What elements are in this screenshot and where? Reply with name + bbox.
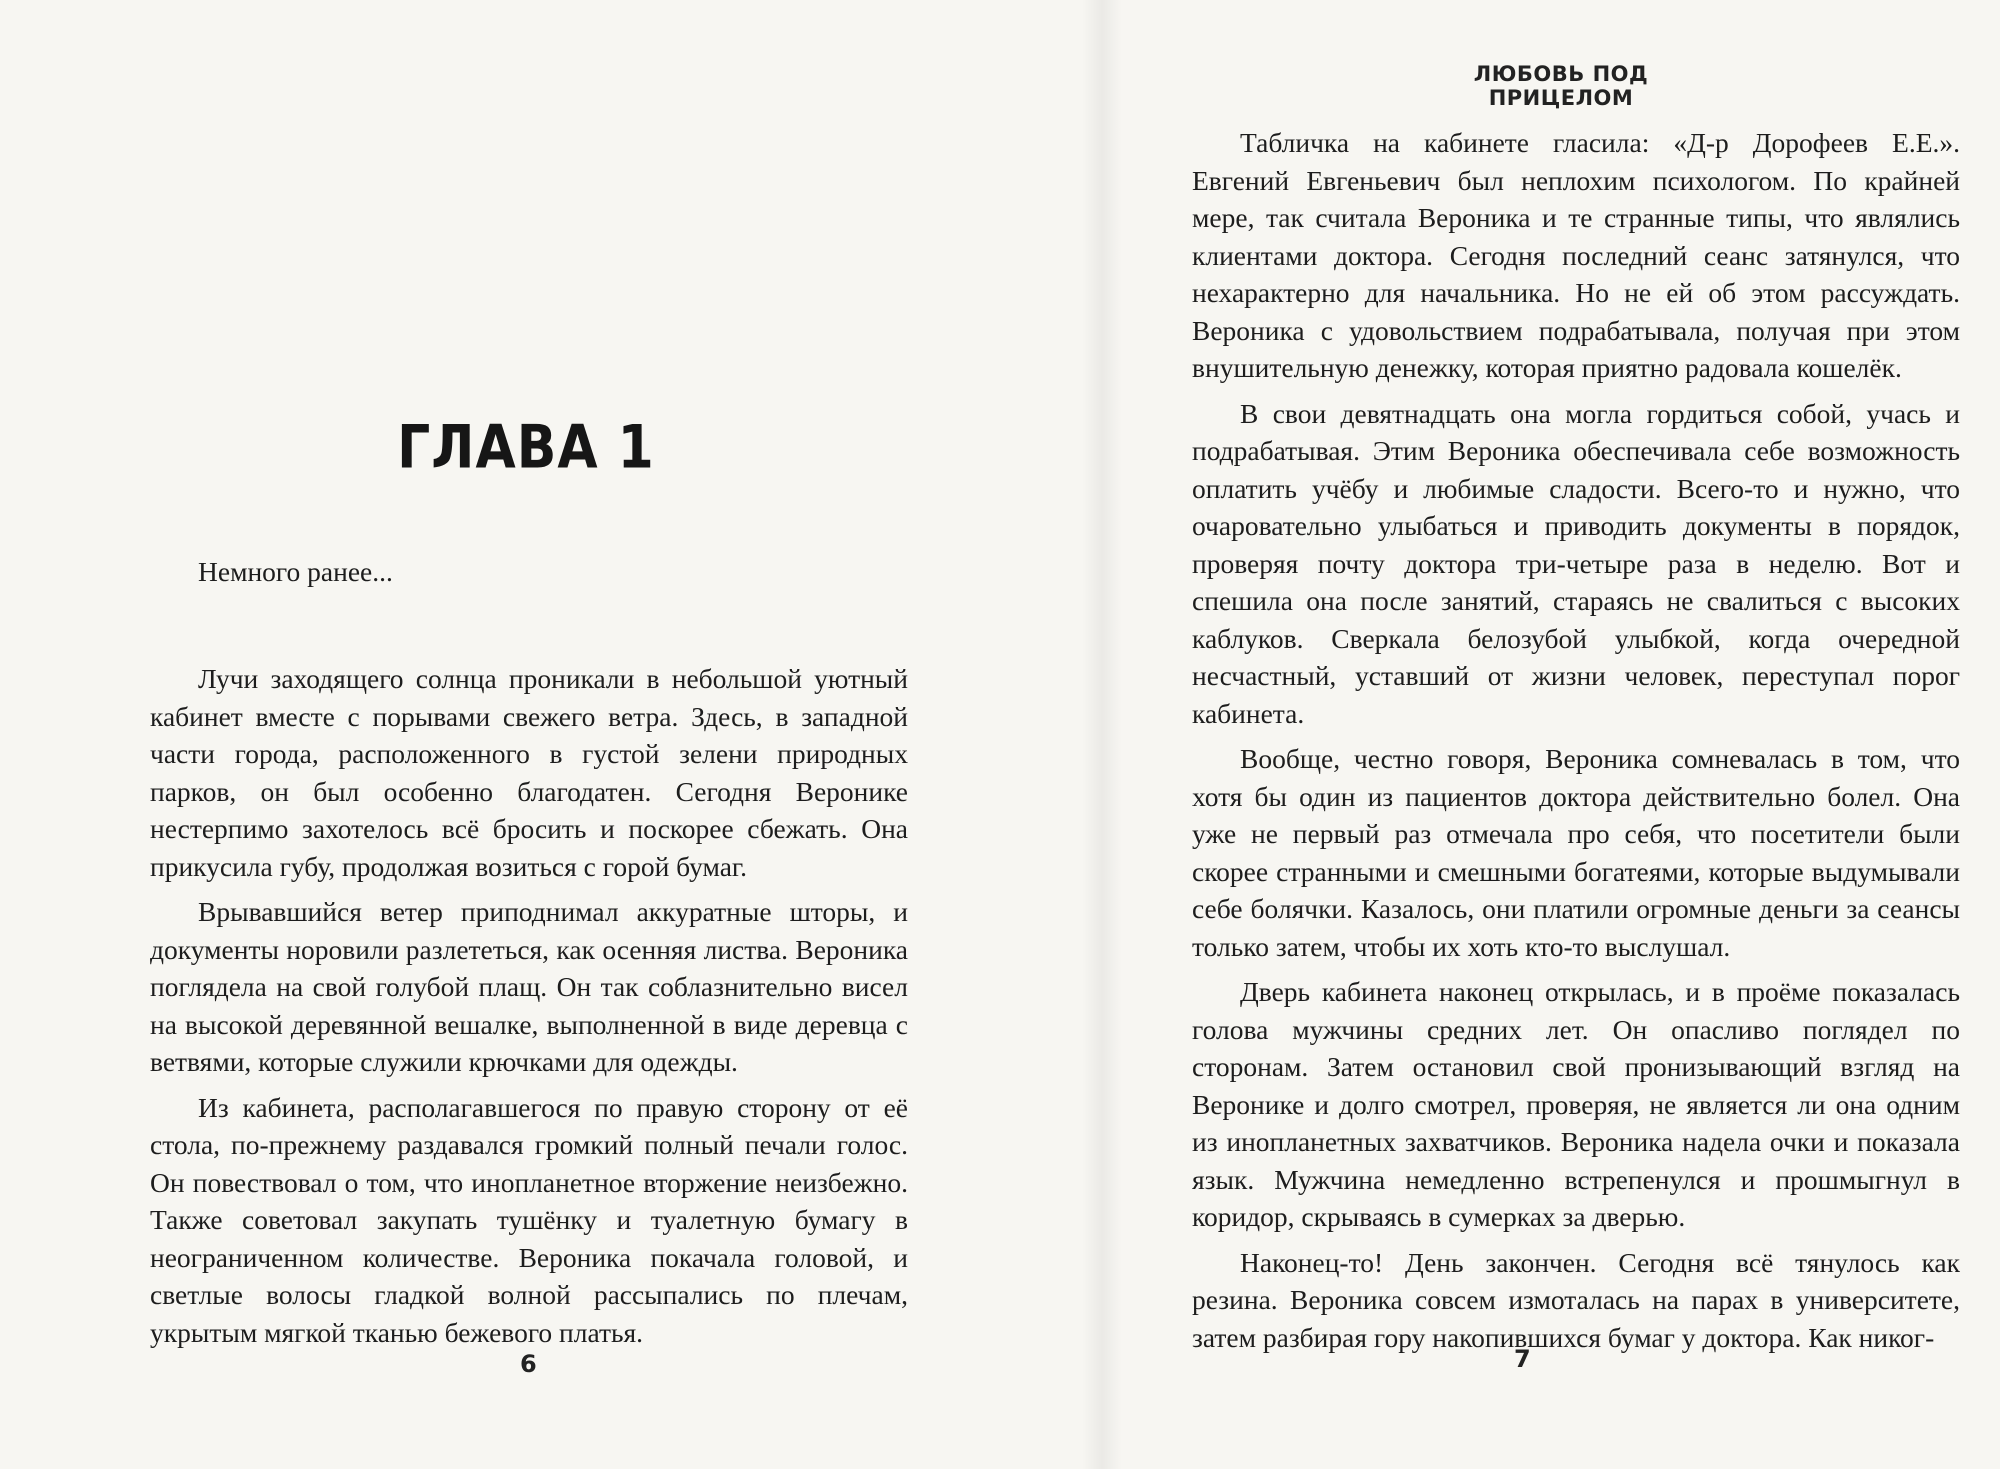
book-gutter [1082,0,1122,1469]
paragraph: Лучи заходящего солнца проникали в небольшой уютный кабинет вместе с порывами свежего ветра. Здесь, в западной части города, расположенного в густой зелени природных парков, он был особенно благодатен. Сегодня Веронике нестерпимо захотелось всё бросить и поскорее сбежать. Она прикусила губу, продолжая возиться с горой бумаг. [150,663,908,882]
page-number-right: 7 [1514,1345,1531,1373]
paragraph: В свои девятнадцать она могла гордиться собой, учась и подрабатывая. Этим Вероника обеспечивала себе возможность оплатить учёбу и любимые сладости. Всего-то и нужно, что очаровательно улыбаться и приводить документы в порядок, проверяя почту доктора три-четыре раза в неделю. Вот и спешила она после занятий, стараясь не свалиться с высоких каблуков. Сверкала белозубой улыбкой, когда очередной несчастный, уставший от жизни человек, переступал порог кабинета. [1192,397,1960,729]
paragraph: Табличка на кабинете гласила: «Д-р Дорофеев Е.Е.». Евгений Евгеньевич был неплохим психологом. По крайней мере, так считала Вероника и те странные типы, что являлись клиентами доктора. Сегодня последний сеанс затянулся, что нехарактерно для начальника. Но не ей об этом рассуждать. Вероника с удовольствием подрабатывала, получая при этом внушительную денежку, которая приятно радовала кошелёк. [1192,127,1960,383]
left-page-body [150,660,908,1351]
chapter-title: ГЛАВА 1 [397,413,655,483]
page-number-left: 6 [520,1350,537,1378]
paragraph: Дверь кабинета наконец открылась, и в проёме показалась голова мужчины средних лет. Он опасливо поглядел по сторонам. Затем остановил свой пронизывающий взгляд на Веронике и долго смотрел, проверяя, не является ли она одним из инопланетных захватчиков. Вероника надела очки и показала язык. Мужчина немедленно встрепенулся и прошмыгнул в коридор, скрываясь в сумерках за дверью. [1192,976,1960,1232]
paragraph: Вообще, честно говоря, Вероника сомневалась в том, что хотя бы один из пациентов доктора действительно болел. Она уже не первый раз отмечала про себя, что посетители были скорее странными и смешными богатеями, которые выдумывали себе болячки. Казалось, они платили огромные деньги за сеансы только затем, чтобы их хоть кто-то выслушал. [1192,743,1960,962]
right-page-body [1192,124,1960,1356]
paragraph: Наконец-то! День закончен. Сегодня всё тянулось как резина. Вероника совсем измоталась на парах в университете, затем разбирая гору накопившихся бумаг у доктора. Как никог- [1192,1246,1960,1353]
paragraph: Врывавшийся ветер приподнимал аккуратные шторы, и документы норовили разлететься, как осенняя листва. Вероника поглядела на свой голубой плащ. Он так соблазнительно висел на высокой деревянной вешалке, выполненной в виде деревца с ветвями, которые служили крючками для одежды. [150,896,908,1077]
paragraph: Из кабинета, располагавшегося по правую сторону от её стола, по-прежнему раздавался громкий полный печали голос. Он повествовал о том, что инопланетное вторжение неизбежно. Также советовал закупать тушёнку и туалетную бумагу в неограниченном количестве. Вероника покачала головой, и светлые волосы гладкой волной рассыпались по плечам, укрытым мягкой тканью бежевого платья. [150,1091,908,1348]
chapter-preface: Немного ранее... [198,556,393,587]
running-header: ЛЮБОВЬ ПОД ПРИЦЕЛОМ [1473,62,1649,110]
right-page [1122,0,2000,1469]
